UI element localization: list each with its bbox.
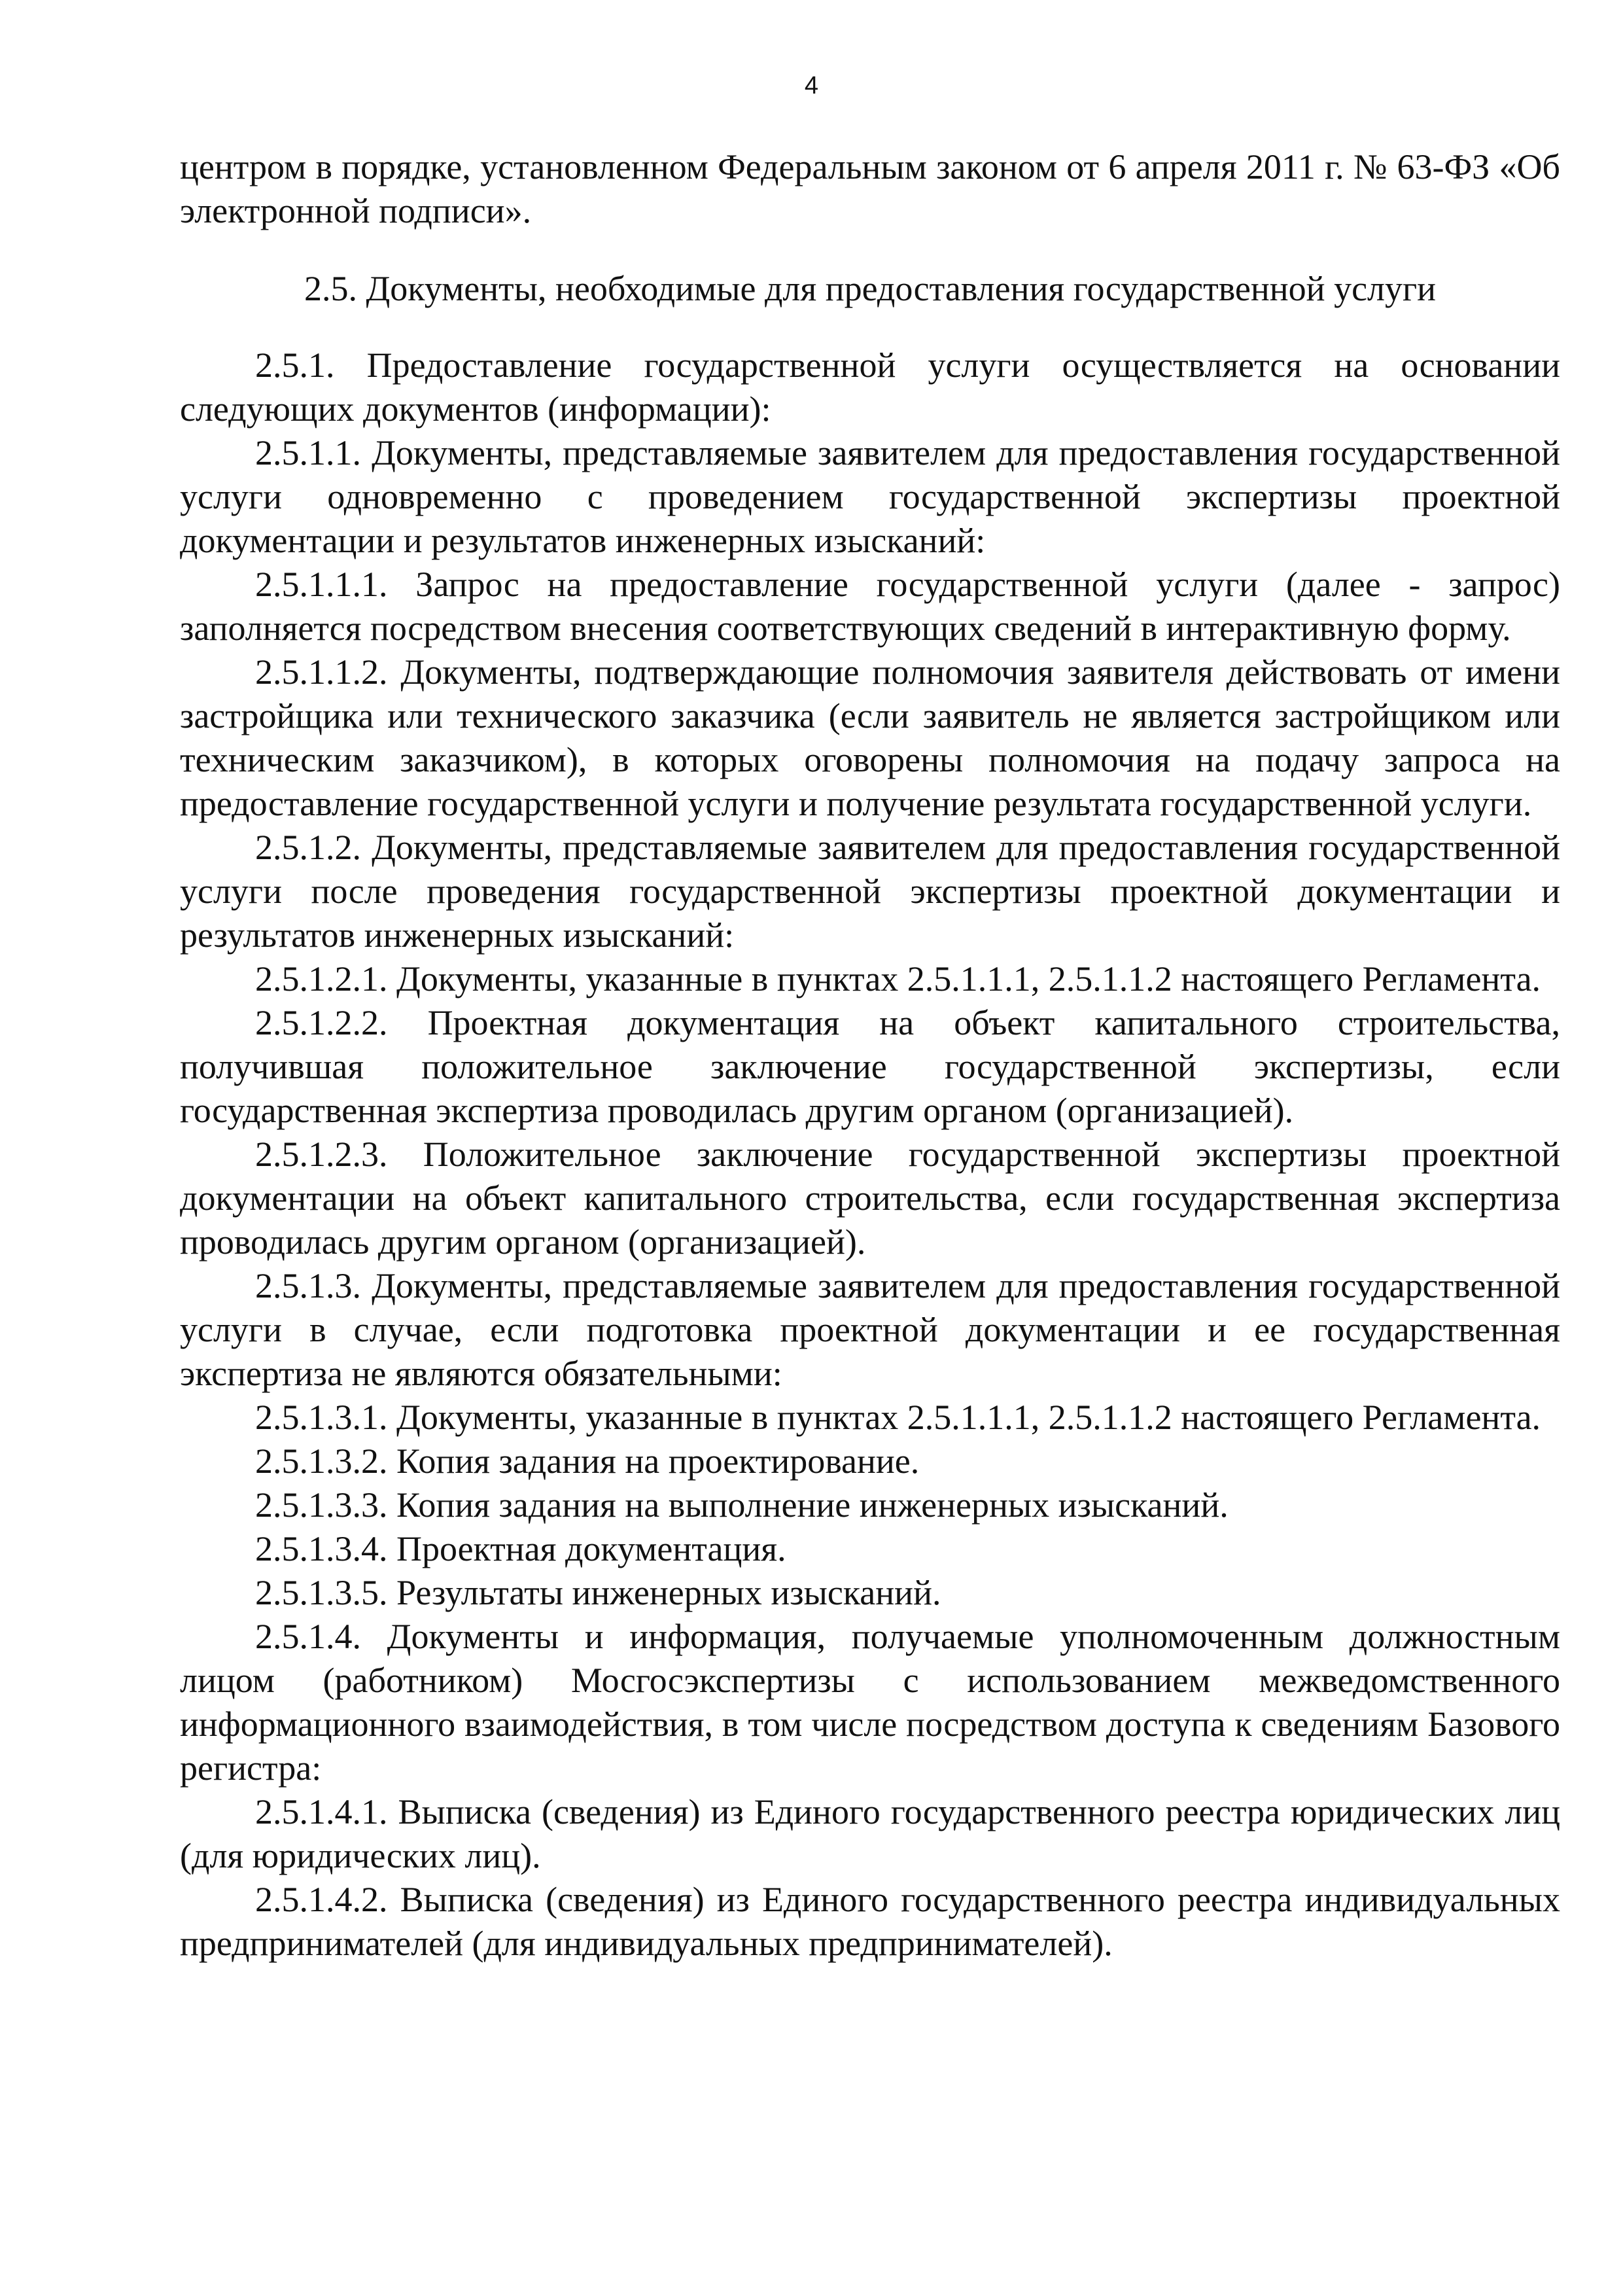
paragraph-2-5-1-4-1: 2.5.1.4.1. Выписка (сведения) из Единого государственного реестра юридических лиц (для юридических лиц). (180, 1792, 1560, 1875)
paragraph-2-5-1-2-2: 2.5.1.2.2. Проектная документация на объект капитального строительства, получившая положительное заключение государственной экспертизы, если государственная экспертиза проводилась другим органом (организацией). (180, 1003, 1560, 1130)
paragraph-2-5-1-3-1: 2.5.1.3.1. Документы, указанные в пунктах 2.5.1.1.1, 2.5.1.1.2 настоящего Регламента. (255, 1398, 1541, 1437)
document-body (180, 145, 1560, 1966)
page-number: 4 (804, 72, 819, 99)
paragraph-2-5-1-3-2: 2.5.1.3.2. Копия задания на проектирование. (255, 1441, 920, 1481)
paragraph-2-5-1-4-2: 2.5.1.4.2. Выписка (сведения) из Единого государственного реестра индивидуальных предпринимателей (для индивидуальных предпринимателей). (180, 1880, 1560, 1963)
paragraph-2-5-1-1: 2.5.1.1. Документы, представляемые заявителем для предоставления государственной услуги одновременно с проведением государственной экспертизы проектной документации и результатов инженерных изысканий: (180, 433, 1560, 560)
paragraph-2-5-1-3-5: 2.5.1.3.5. Результаты инженерных изысканий. (255, 1573, 941, 1612)
section-heading: 2.5. Документы, необходимые для предоставления государственной услуги (304, 269, 1437, 308)
paragraph-2-5-1-2-1: 2.5.1.2.1. Документы, указанные в пунктах 2.5.1.1.1, 2.5.1.1.2 настоящего Регламента. (255, 959, 1541, 998)
paragraph-2-5-1-2: 2.5.1.2. Документы, представляемые заявителем для предоставления государственной услуги после проведения государственной экспертизы проектной документации и результатов инженерных изысканий: (180, 828, 1560, 955)
paragraph-2-5-1-1-1: 2.5.1.1.1. Запрос на предоставление государственной услуги (далее - запрос) заполняется посредством внесения соответствующих сведений в интерактивную форму. (180, 565, 1560, 648)
paragraph-2-5-1: 2.5.1. Предоставление государственной услуги осуществляется на основании следующих документов (информации): (180, 345, 1560, 429)
paragraph-continuation: центром в порядке, установленном Федеральным законом от 6 апреля 2011 г. № 63-ФЗ «Об электронной подписи». (180, 147, 1560, 230)
paragraph-2-5-1-3-3: 2.5.1.3.3. Копия задания на выполнение инженерных изысканий. (255, 1485, 1229, 1525)
paragraph-2-5-1-3-4: 2.5.1.3.4. Проектная документация. (255, 1529, 786, 1568)
paragraph-2-5-1-4: 2.5.1.4. Документы и информация, получаемые уполномоченным должностным лицом (работником) Мосгосэкспертизы с использованием межведомственного информационного взаимодействия, в том числе посредством доступа к сведениям Базового регистра: (180, 1617, 1560, 1788)
paragraph-2-5-1-1-2: 2.5.1.1.2. Документы, подтверждающие полномочия заявителя действовать от имени застройщика или технического заказчика (если заявитель не является застройщиком или техническим заказчиком), в которых оговорены полномочия на подачу запроса на предоставление государственной услуги и получение результата государственной услуги. (180, 652, 1560, 823)
paragraph-2-5-1-3: 2.5.1.3. Документы, представляемые заявителем для предоставления государственной услуги в случае, если подготовка проектной документации и ее государственная экспертиза не являются обязательными: (180, 1266, 1560, 1393)
paragraph-2-5-1-2-3: 2.5.1.2.3. Положительное заключение государственной экспертизы проектной документации на объект капитального строительства, если государственная экспертиза проводилась другим органом (организацией). (180, 1135, 1560, 1262)
